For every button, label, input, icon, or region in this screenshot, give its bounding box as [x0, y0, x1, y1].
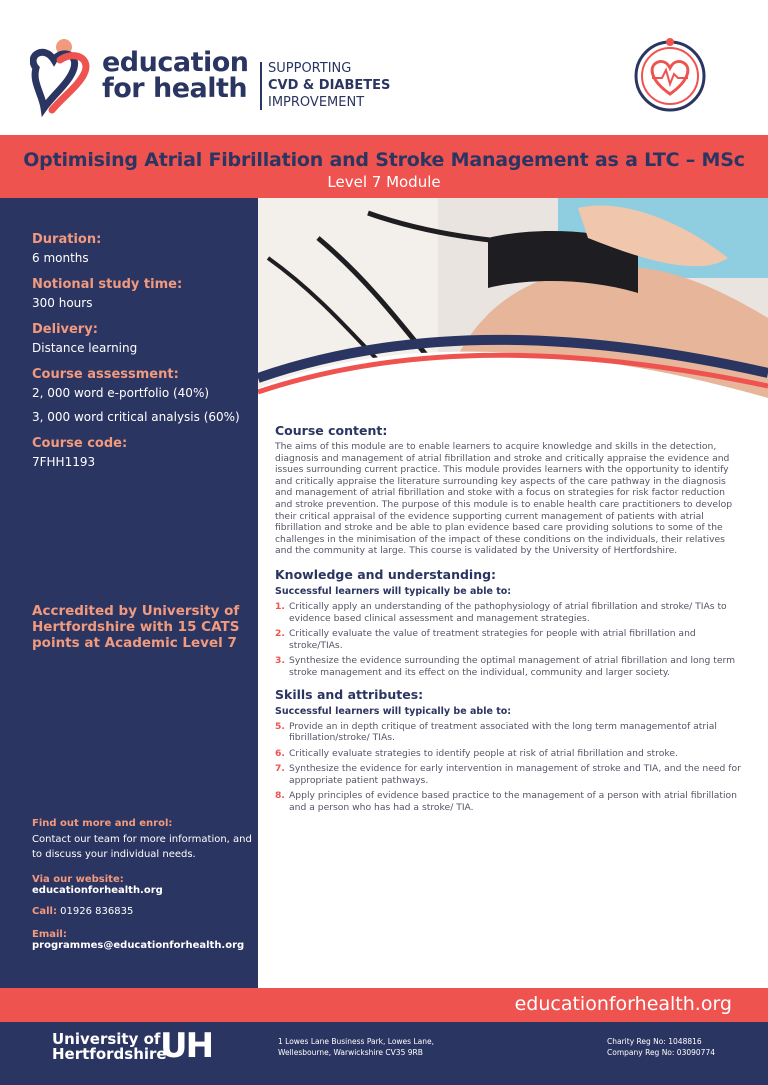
heartbeat-badge-icon: [630, 36, 710, 116]
duration-value: 6 months: [32, 251, 89, 265]
knowledge-subheading: Successful learners will typically be able to:: [275, 585, 512, 597]
logo-divider: [260, 62, 262, 110]
footer-url-bar: [0, 988, 768, 1022]
course-title: Optimising Atrial Fibrillation and Stroke Management as a LTC – MSc: [23, 149, 745, 171]
main-content: [275, 423, 745, 818]
website-label: Via our website:: [32, 874, 124, 885]
list-item: 7. Synthesize the evidence for early intervention in management of stroke and TIA, and the need for appropriate patient pathways.: [275, 763, 741, 786]
skills-list: [275, 721, 745, 814]
list-item: 6. Critically evaluate strategies to identify people at risk of atrial fibrillation and stroke.: [275, 747, 678, 759]
education-for-health-logo[interactable]: [30, 38, 410, 118]
brand-name: education for health: [102, 47, 249, 104]
delivery-label: Delivery:: [32, 322, 98, 337]
accreditation-note: Accredited by University of Hertfordshire with 15 CATS points at Academic Level 7: [32, 603, 240, 651]
delivery-value: Distance learning: [32, 341, 138, 355]
course-title-bar: [0, 135, 768, 198]
find-out-label: Find out more and enrol:: [32, 818, 173, 829]
contact-block: [32, 818, 252, 951]
call-label: Call:: [32, 906, 57, 917]
skills-subheading: Successful learners will typically be able to:: [275, 705, 512, 717]
duration-label: Duration:: [32, 232, 102, 247]
phone-link[interactable]: 01926 836835: [60, 906, 134, 917]
find-out-text: Contact our team for more information, and to discuss your individual needs.: [32, 834, 252, 860]
registration-numbers: Charity Reg No: 1048816 Company Reg No: 03090774: [607, 1037, 715, 1057]
blood-pressure-photo: [258, 198, 768, 413]
course-level: Level 7 Module: [327, 173, 441, 191]
university-name: University of Hertfordshire: [52, 1030, 167, 1063]
knowledge-list: [275, 601, 745, 679]
phone-line: [32, 906, 252, 917]
skills-heading: Skills and attributes:: [275, 686, 424, 702]
knowledge-section: [275, 567, 745, 679]
uh-logo: UH: [160, 1026, 213, 1066]
list-item: 8. Apply principles of evidence based practice to the management of a person with atrial fibrillation and a person who has had a stroke/ TIA.: [275, 790, 737, 814]
course-content-text: The aims of this module are to enable learners to acquire knowledge and skills in the detection, diagnosis and management of atrial fibrillation and stroke and critically appraise the evidence and issues surrounding current practice. This module provides learners with the opportunity to identify and critically appraise the literature surrounding key aspects of the care pathway in the diagnosis and management of atrial fibrillation and stoke with a focus on strategies for risk factor reduction and stroke prevention. The purpose of this module is to enable health care practitioners to develop their critical appraisal of the evidence supporting current management of patients with atrial fibrillation and stroke and be able to plan evidence based care providing solutions to some of the challenges in the minimisation of the impact of these conditions on the individuals, their relatives and the community at large. This course is validated by the University of Hertfordshire.: [275, 441, 733, 557]
assessment-value-1: 2, 000 word e-portfolio (40%): [32, 386, 210, 400]
knowledge-heading: Knowledge and understanding:: [275, 566, 497, 582]
list-item: 5. Provide an in depth critique of treatment associated with the long term managementof atrial fibrillation/stroke/ TIAs.: [275, 720, 717, 744]
assessment-label: Course assessment:: [32, 367, 179, 382]
skills-section: [275, 687, 745, 814]
course-content-heading: Course content:: [275, 423, 388, 438]
list-item: 2. Critically evaluate the value of treatment strategies for people with atrial fibrillation and stroke/TIAs.: [275, 628, 696, 651]
list-item: 3. Synthesize the evidence surrounding the optimal management of atrial fibrillation and long term stroke management and its effect on the individual, community and larger society.: [275, 655, 736, 678]
email-label: Email:: [32, 929, 67, 940]
assessment-value-2: 3, 000 word critical analysis (60%): [32, 410, 240, 424]
header: [0, 0, 768, 135]
postal-address: 1 Lowes Lane Business Park, Lowes Lane, Wellesbourne, Warwickshire CV35 9RB: [278, 1037, 434, 1057]
sidebar: [0, 198, 258, 988]
study-time-label: Notional study time:: [32, 277, 183, 292]
footer-website-link[interactable]: educationforhealth.org: [514, 993, 732, 1015]
tagline: SUPPORTING CVD & DIABETES IMPROVEMENT: [268, 61, 391, 110]
email-link[interactable]: programmes@educationforhealth.org: [32, 940, 245, 951]
footer: [0, 1022, 768, 1085]
heart-person-icon: [30, 38, 100, 118]
list-item: 1. Critically apply an understanding of the pathophysiology of atrial fibrillation and stroke/ TIAs to evidence based clinical assessment and management strategies.: [275, 600, 727, 624]
website-link[interactable]: educationforhealth.org: [32, 885, 163, 896]
course-code-label: Course code:: [32, 436, 128, 451]
study-time-value: 300 hours: [32, 296, 93, 310]
course-code-value: 7FHH1193: [32, 455, 96, 469]
